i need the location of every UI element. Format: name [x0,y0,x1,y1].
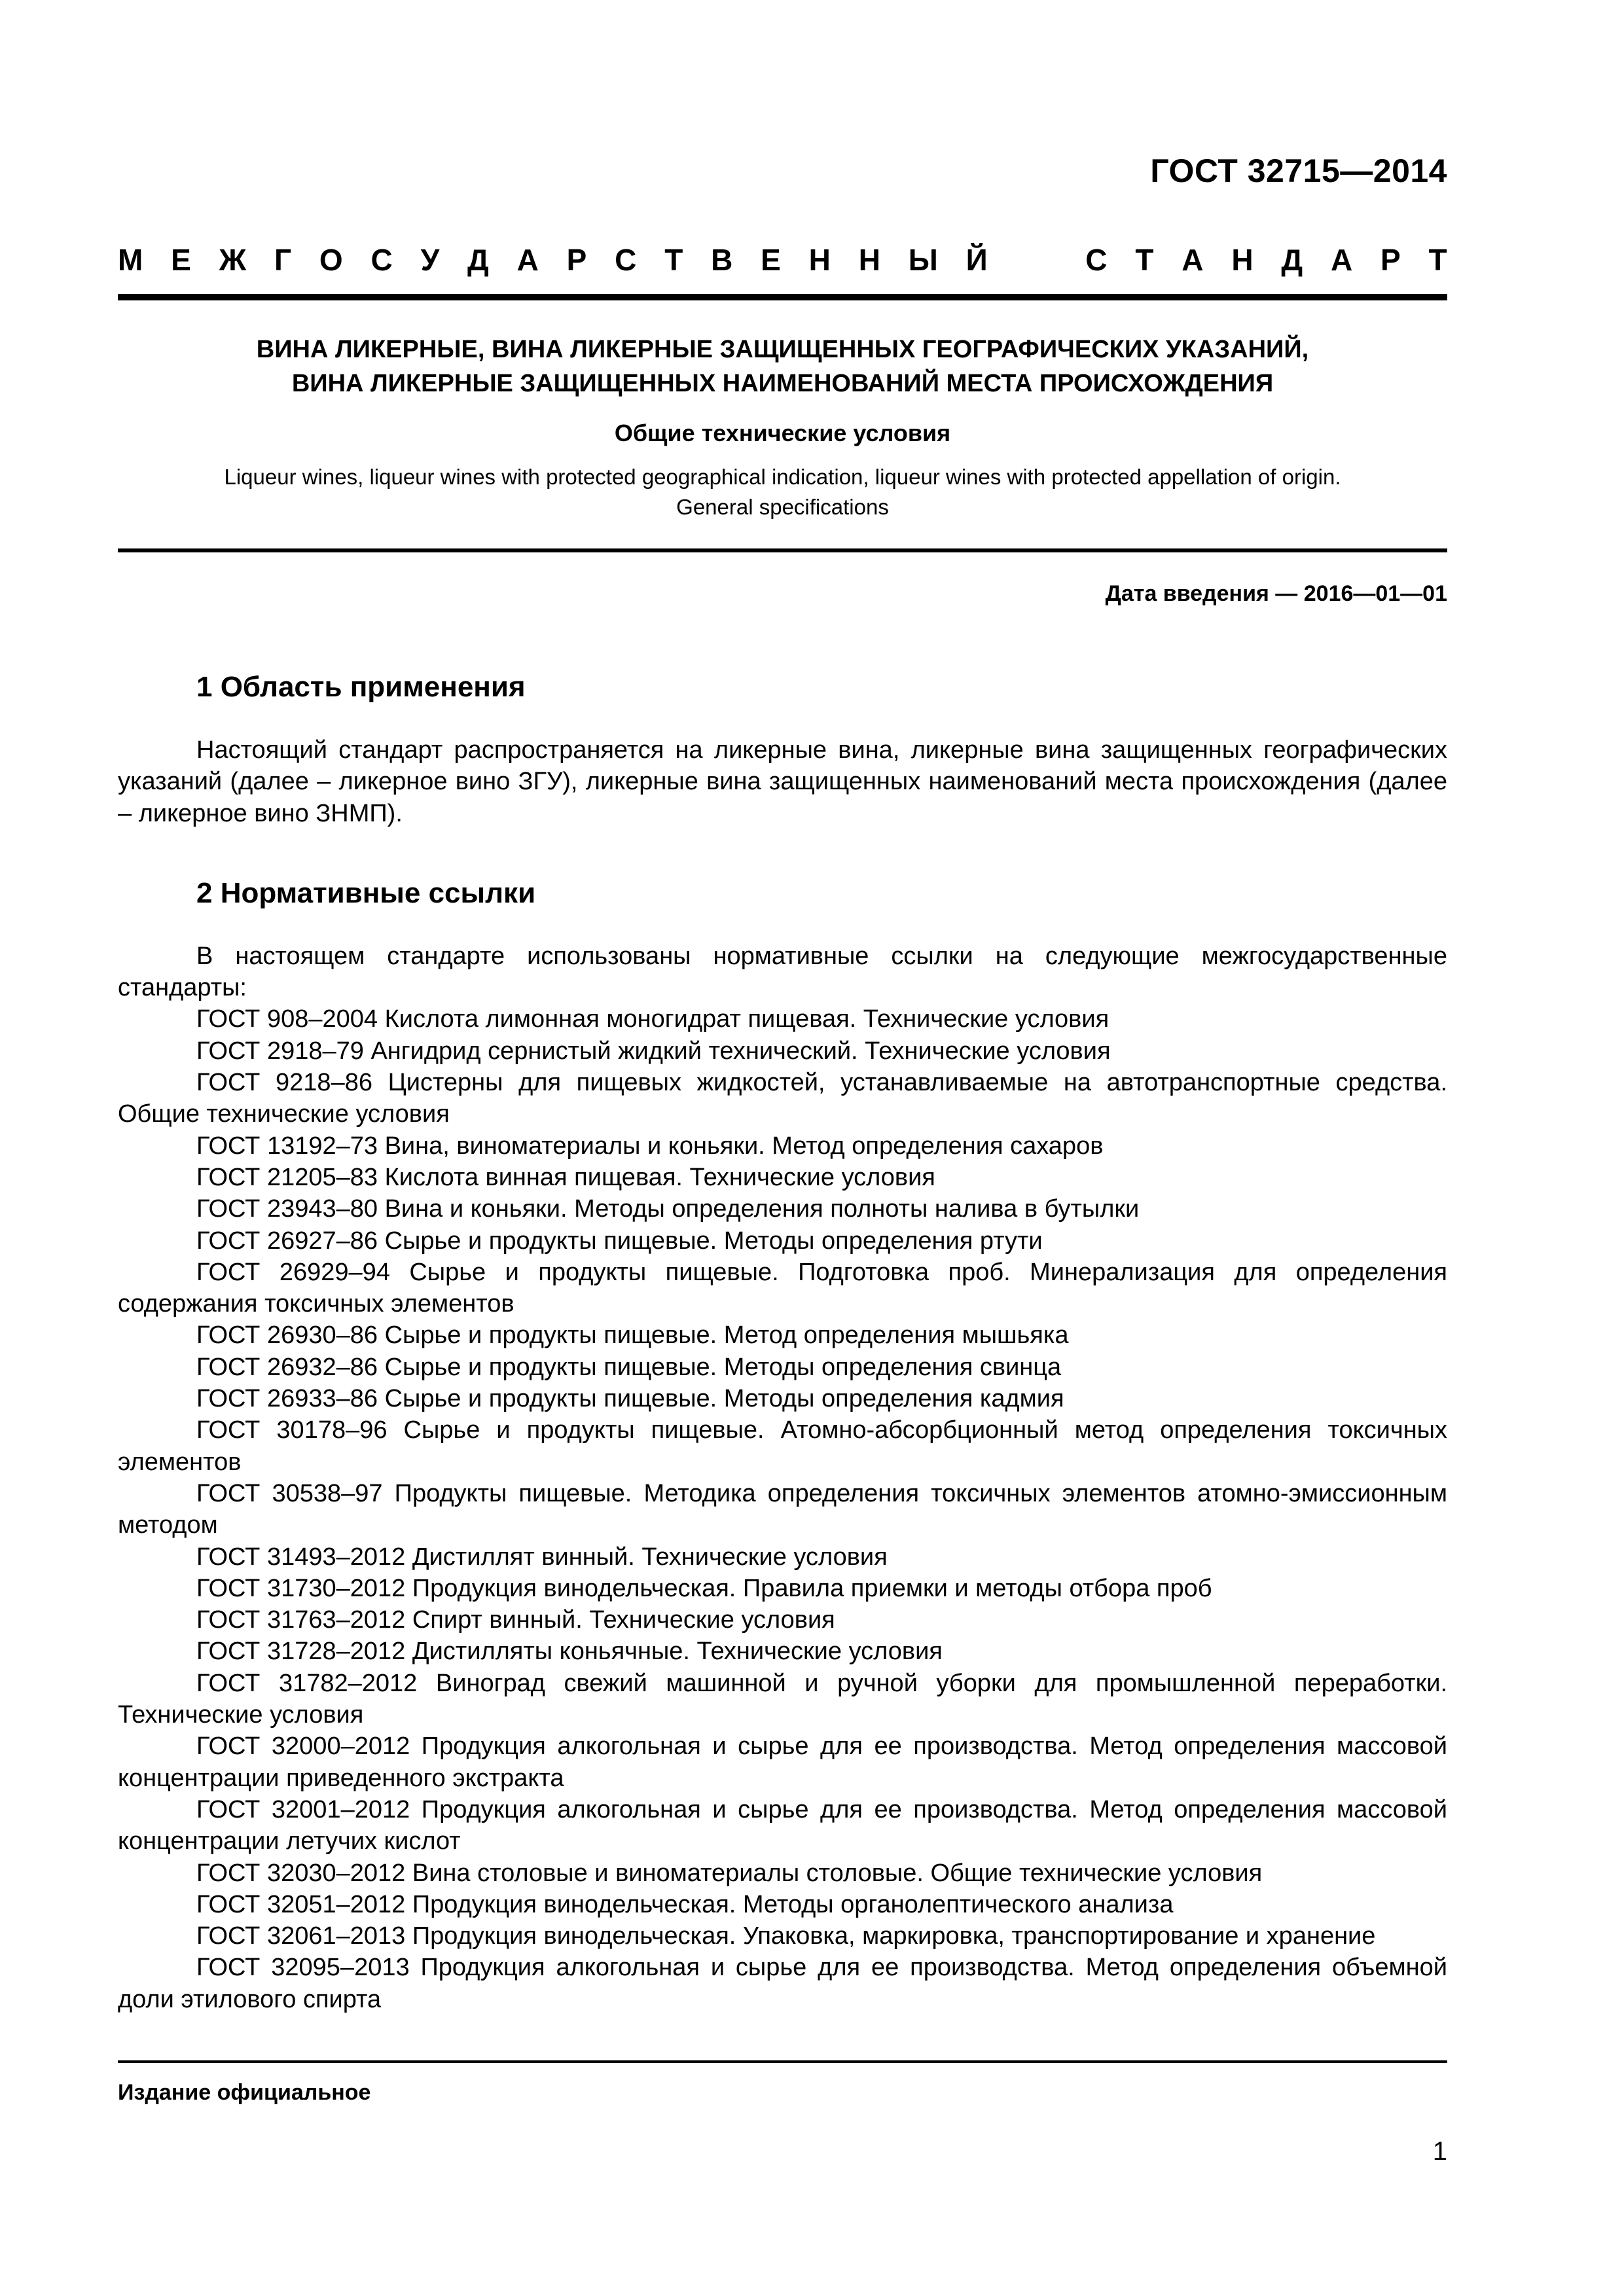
reference-item: ГОСТ 13192–73 Вина, виноматериалы и коньяки. Метод определения сахаров [196,1132,1104,1160]
reference-item: ГОСТ 32030–2012 Вина столовые и виноматериалы столовые. Общие технические условия [196,1859,1263,1887]
section-2-intro: В настоящем стандарте использованы нормативные ссылки на следующие межгосударственные стандарты: [118,942,1447,1002]
reference-item: ГОСТ 21205–83 Кислота винная пищевая. Технические условия [196,1163,935,1191]
banner-letter: Ы [908,243,938,277]
reference-item: ГОСТ 31730–2012 Продукция винодельческая. Правила приемки и методы отбора проб [196,1574,1212,1602]
reference-item: ГОСТ 908–2004 Кислота лимонная моногидрат пищевая. Технические условия [196,1005,1110,1033]
reference-item: ГОСТ 31493–2012 Дистиллят винный. Технические условия [196,1543,888,1571]
banner-letter: Н [1231,243,1254,277]
section-1-text: Настоящий стандарт распространяется на ликерные вина, ликерные вина защищенных географических указаний (далее – ликерное вино ЗГУ), ликерные вина защищенных наименований места происхождения (далее – ликерное вино ЗНМП). [118,736,1447,827]
banner-gap [1015,242,1057,278]
reference-item: ГОСТ 2918–79 Ангидрид сернистый жидкий технический. Технические условия [196,1037,1111,1065]
banner-letter: С [370,243,393,277]
banner-letter: Т [664,243,683,277]
banner-letter: Е [171,243,191,277]
reference-item: ГОСТ 30538–97 Продукты пищевые. Методика определения токсичных элементов атомно-эмиссионным методом [118,1479,1447,1539]
banner-letter: С [615,243,637,277]
reference-item: ГОСТ 31728–2012 Дистилляты коньячные. Технические условия [196,1638,943,1666]
reference-item: ГОСТ 26933–86 Сырье и продукты пищевые. Методы определения кадмия [196,1385,1064,1413]
title-line-1: ВИНА ЛИКЕРНЫЕ, ВИНА ЛИКЕРНЫЕ ЗАЩИЩЕННЫХ ГЕОГРАФИЧЕСКИХ УКАЗАНИЙ, [256,336,1309,363]
banner-letter: О [319,243,343,277]
banner-letter: М [118,243,143,277]
title-divider [118,548,1447,552]
banner-letter: С [1085,243,1108,277]
banner-letter: Г [274,243,292,277]
reference-item: ГОСТ 9218–86 Цистерны для пищевых жидкостей, устанавливаемые на автотранспортные средства. Общие технические условия [118,1069,1447,1128]
english-title-line-2: General specifications [676,495,889,519]
standard-code: ГОСТ 32715—2014 [1150,152,1447,189]
reference-item: ГОСТ 32061–2013 Продукция винодельческая. Упаковка, маркировка, транспортирование и хранение [196,1922,1376,1950]
banner-letter: Й [965,243,988,277]
banner-letter: Ж [219,243,247,277]
introduction-date: Дата введения — 2016—01—01 [1105,581,1447,606]
section-1-heading: 1 Область применения [196,671,526,703]
subtitle: Общие технические условия [614,420,951,446]
banner-letter: Н [808,243,831,277]
official-edition-label: Издание официальное [118,2080,371,2105]
reference-item: ГОСТ 23943–80 Вина и коньяки. Методы определения полноты налива в бутылки [196,1195,1140,1223]
banner-letter: А [1182,243,1204,277]
reference-item: ГОСТ 26930–86 Сырье и продукты пищевые. Метод определения мышьяка [196,1321,1069,1350]
reference-item: ГОСТ 32095–2013 Продукция алкогольная и сырье для ее производства. Метод определения объемной доли этилового спирта [118,1954,1447,2013]
header-divider [118,294,1447,300]
banner-letter: Д [467,243,489,277]
banner-letter: А [1330,243,1353,277]
banner-letter: Т [1428,243,1447,277]
main-content [118,668,1447,2015]
reference-item: ГОСТ 26929–94 Сырье и продукты пищевые. Подготовка проб. Минерализация для определения содержания токсичных элементов [118,1258,1447,1318]
interstate-standard-banner [118,242,1447,278]
footer-divider [118,2060,1447,2063]
banner-letter: Д [1281,243,1303,277]
banner-letter: Р [1380,243,1401,277]
page-number: 1 [1432,2137,1447,2166]
banner-letter: Т [1135,243,1154,277]
reference-item: ГОСТ 26927–86 Сырье и продукты пищевые. Методы определения ртути [196,1227,1043,1255]
reference-item: ГОСТ 26932–86 Сырье и продукты пищевые. Методы определения свинца [196,1353,1062,1381]
banner-letter: А [516,243,539,277]
reference-item: ГОСТ 32001–2012 Продукция алкогольная и сырье для ее производства. Метод определения массовой концентрации летучих кислот [118,1795,1447,1856]
banner-letter: У [420,243,440,277]
reference-item: ГОСТ 32051–2012 Продукция винодельческая. Методы органолептического анализа [196,1890,1174,1918]
english-title-line-1: Liqueur wines, liqueur wines with protected geographical indication, liqueur wines with protected appellation of origin. [224,465,1341,489]
english-title [118,462,1447,522]
reference-item: ГОСТ 31782–2012 Виноград свежий машинной и ручной уборки для промышленной переработки. Технические условия [118,1669,1447,1729]
banner-letter: Е [761,243,781,277]
reference-item: ГОСТ 31763–2012 Спирт винный. Технические условия [196,1606,835,1634]
banner-letter: Р [566,243,587,277]
banner-letter: Н [858,243,880,277]
banner-letter: В [711,243,733,277]
reference-item: ГОСТ 32000–2012 Продукция алкогольная и сырье для ее производства. Метод определения массовой концентрации приведенного экстракта [118,1732,1447,1792]
section-2-heading: 2 Нормативные ссылки [196,876,536,909]
title-line-2: ВИНА ЛИКЕРНЫЕ ЗАЩИЩЕННЫХ НАИМЕНОВАНИЙ МЕСТА ПРОИСХОЖДЕНИЯ [291,370,1274,397]
reference-item: ГОСТ 30178–96 Сырье и продукты пищевые. Атомно-абсорбционный метод определения токсичных элементов [118,1416,1447,1476]
title-block [118,332,1447,522]
